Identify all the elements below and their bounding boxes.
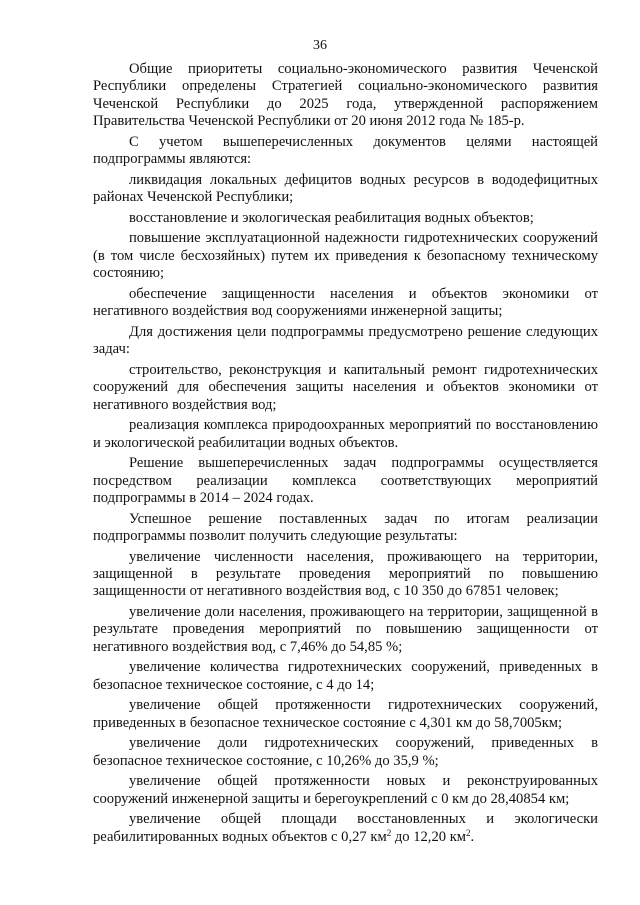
paragraph-11: Успешное решение поставленных задач по итогам реализации подпрограммы позволит получить следующие результаты: [93,510,598,545]
paragraph-18-text-c: . [470,828,475,845]
paragraph-3: ликвидация локальных дефицитов водных ресурсов в вододефицитных районах Чеченской Республики; [93,171,598,206]
document-body [93,61,598,849]
paragraph-18-text-a: увеличение общей площади восстановленных и экологически реабилитированных водных объектов с 0,27 км [93,811,598,845]
paragraph-6: обеспечение защищенности населения и объектов экономики от негативного воздействия вод сооружениями инженерной защиты; [93,285,598,320]
paragraph-2: С учетом вышеперечисленных документов целями настоящей подпрограммы являются: [93,133,598,168]
superscript-2: 2 [386,827,392,838]
superscript-2: 2 [466,827,471,838]
paragraph-13: увеличение доли населения, проживающего на территории, защищенной в результате проведения мероприятий по повышению защищенности от негативного воздействия вод, с 7,46% до 54,85 %; [93,604,598,655]
paragraph-5: повышение эксплуатационной надежности гидротехнических сооружений (в том числе бесхозяйных) путем их приведения к безопасному техническому состоянию; [93,230,598,282]
paragraph-8: строительство, реконструкция и капитальный ремонт гидротехнических сооружений для обеспечения защиты населения и объектов экономики от негативного воздействия вод; [93,361,598,413]
paragraph-15: увеличение общей протяженности гидротехнических сооружений, приведенных в безопасное техническое состояние с 4,301 км до 58,7005км; [93,697,598,731]
paragraph-18 [93,811,598,846]
paragraph-16: увеличение доли гидротехнических сооружений, приведенных в безопасное техническое состояние, с 10,26% до 35,9 %; [93,735,598,769]
paragraph-12: увеличение численности населения, проживающего на территории, защищенной в результате проведения мероприятий по повышению защищенности от негативного воздействия вод, с 10 350 до 67851 человек; [93,548,598,600]
paragraph-1: Общие приоритеты социально-экономического развития Чеченской Республики определены Стратегией социально-экономического развития Чеченской Республики до 2025 года, утвержденной распоряжением Правительства Чеченской Республики от 20 июня 2012 года № 185-р. [93,61,598,130]
paragraph-14: увеличение количества гидротехнических сооружений, приведенных в безопасное техническое состояние, с 4 до 14; [93,659,598,693]
paragraph-18-text-b: до 12,20 км [391,828,467,845]
paragraph-9: реализация комплекса природоохранных мероприятий по восстановлению и экологической реабилитации водных объектов. [93,417,598,451]
paragraph-10: Решение вышеперечисленных задач подпрограммы осуществляется посредством реализации комплекса соответствующих мероприятий подпрограммы в 2014 – 2024 годах. [93,455,598,507]
paragraph-17: увеличение общей протяженности новых и реконструированных сооружений инженерной защиты и берегоукреплений с 0 км до 28,40854 км; [93,773,598,807]
paragraph-7: Для достижения цели подпрограммы предусмотрено решение следующих задач: [93,323,598,358]
paragraph-4: восстановление и экологическая реабилитация водных объектов; [129,209,534,226]
page-number: 36 [313,38,327,53]
